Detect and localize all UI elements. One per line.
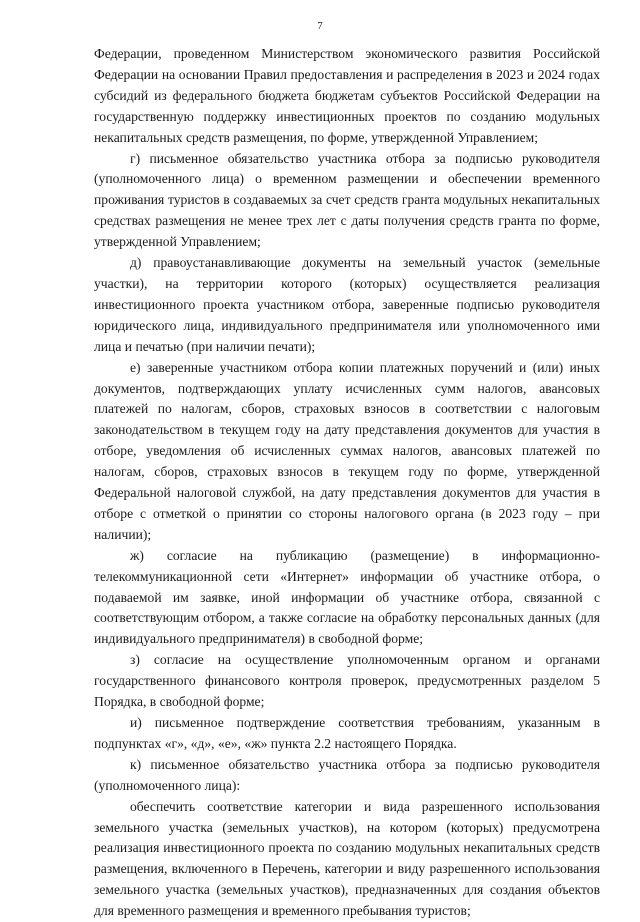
document-body bbox=[94, 44, 600, 922]
paragraph-item-g: г) письменное обязательство участника отбора за подписью руководителя (уполномоченного лица) о временном размещении и обеспечении временного проживания туристов в создаваемых за счет средств гранта модульных некапитальных средствах размещения не менее трех лет с даты получения средств гранта по форме, утвержденной Управлением; bbox=[94, 150, 600, 250]
paragraph-item-k: к) письменное обязательство участника отбора за подписью руководителя (уполномоченного лица): bbox=[94, 756, 600, 793]
paragraph-item-d: д) правоустанавливающие документы на земельный участок (земельные участки), на территории которого (которых) осуществляется реализация инвестиционного проекта участником отбора, заверенные подписью руководителя юридического лица, индивидуального предпринимателя или уполномоченного ими лица и печатью (при наличии печати); bbox=[94, 255, 600, 354]
paragraph-item-zh: ж) согласие на публикацию (размещение) в информационно-телекоммуникационной сети «Интернет» информации об участнике отбора, о подаваемой им заявке, иной информации об участнике отбора, связанной с соответствующим отбором, а также согласие на обработку персональных данных (для индивидуального предпринимателя) в свободной форме; bbox=[94, 547, 600, 647]
paragraph-obligation-detail: обеспечить соответствие категории и вида разрешенного использования земельного участка (земельных участков), на котором (которых) предусмотрена реализация инвестиционного проекта по созданию модульных некапитальных средств размещения, включенного в Перечень, категории и виду разрешенного использования земельного участка (земельных участков), предназначенных для создания объектов для временного размещения и временного пребывания туристов; bbox=[94, 798, 600, 919]
paragraph-item-z: з) согласие на осуществление уполномоченным органом и органами государственного финансового контроля проверок, предусмотренных разделом 5 Порядка, в свободной форме; bbox=[94, 652, 600, 710]
paragraph-item-i: и) письменное подтверждение соответствия требованиям, указанным в подпунктах «г», «д», «е», «ж» пункта 2.2 настоящего Порядка. bbox=[94, 715, 600, 751]
paragraph-item-e: е) заверенные участником отбора копии платежных поручений и (или) иных документов, подтверждающих уплату исчисленных сумм налогов, авансовых платежей по налогам, сборов, страховых взносов в соответствии с налоговым законодательством в текущем году на дату представления документов для участия в отборе, уведомления об исчисленных суммах налогов, авансовых платежей по налогам, сборов, страховых взносов в текущем году по форме, утвержденной Федеральной налоговой службой, на дату представления документов для участия в отборе с отметкой о принятии со стороны налогового органа (в 2023 году – при наличии); bbox=[94, 359, 600, 542]
paragraph-continuation: Федерации, проведенном Министерством экономического развития Российской Федерации на основании Правил предоставления и распределения в 2023 и 2024 годах субсидий из федерального бюджета бюджетам субъектов Российской Федерации на государственную поддержку инвестиционных проектов по созданию модульных некапитальных средств размещения, по форме, утвержденной Управлением; bbox=[94, 46, 600, 145]
page-number: 7 bbox=[317, 20, 323, 32]
